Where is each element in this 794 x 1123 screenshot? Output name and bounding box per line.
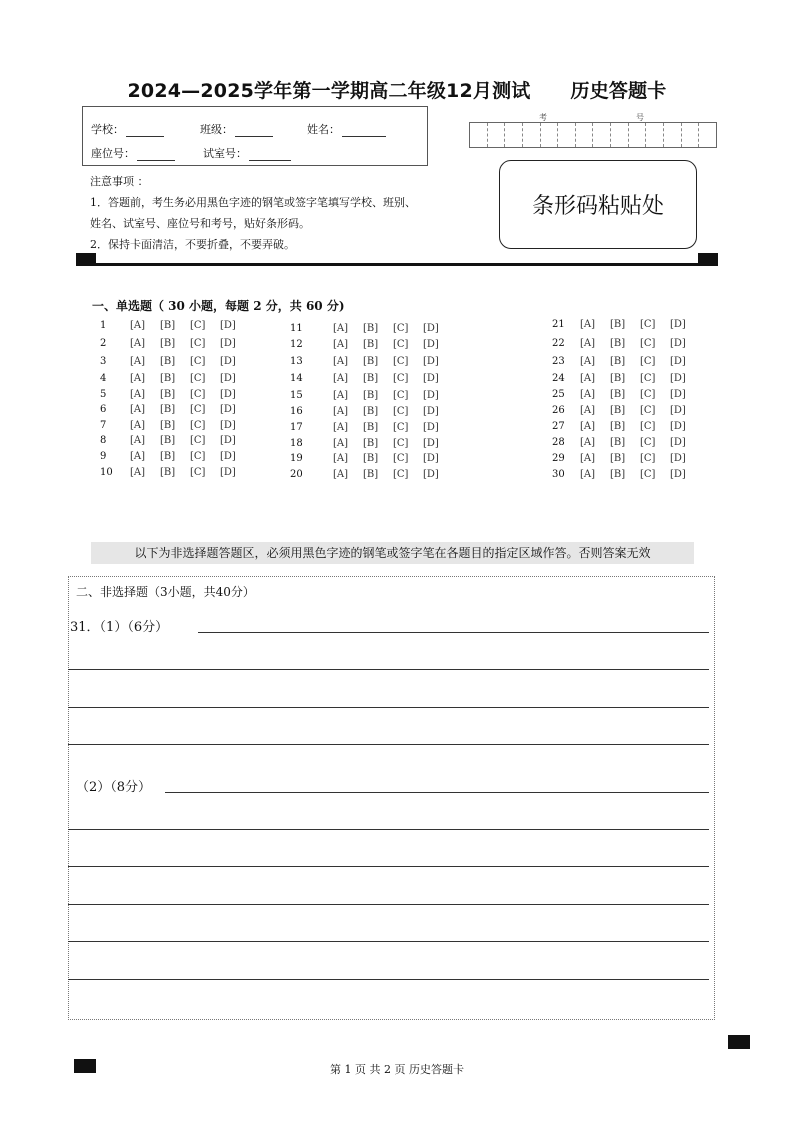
option-bubble[interactable]: [C] [190, 451, 206, 462]
question-number: 26 [552, 405, 565, 416]
question-number: 15 [290, 390, 303, 401]
exam-digit-cell[interactable] [541, 123, 559, 147]
option-bubble[interactable]: [A] [333, 406, 349, 417]
answer-line[interactable] [68, 904, 709, 905]
option-bubble[interactable]: [B] [363, 453, 379, 464]
option-bubble[interactable]: [B] [160, 356, 176, 367]
option-bubble[interactable]: [B] [363, 422, 379, 433]
option-bubble[interactable]: [A] [580, 437, 596, 448]
option-bubble[interactable]: [A] [580, 453, 596, 464]
question-number: 27 [552, 421, 565, 432]
mcq-options-row [580, 405, 700, 416]
option-bubble[interactable]: [A] [580, 338, 596, 349]
option-bubble[interactable]: [B] [363, 323, 379, 334]
question-number: 24 [552, 373, 565, 384]
option-bubble[interactable]: [B] [610, 389, 626, 400]
question-number: 1 [100, 320, 107, 331]
question-number: 5 [100, 389, 107, 400]
option-bubble[interactable]: [C] [640, 356, 656, 367]
question-number: 8 [100, 435, 107, 446]
option-bubble[interactable]: [B] [160, 420, 176, 431]
answer-area[interactable] [68, 576, 715, 1020]
option-bubble[interactable]: [C] [393, 438, 409, 449]
student-info-box [82, 106, 428, 166]
option-bubble[interactable]: [B] [610, 469, 626, 480]
option-bubble[interactable]: [D] [670, 421, 686, 432]
option-bubble[interactable]: [C] [190, 320, 206, 331]
option-bubble[interactable]: [D] [423, 422, 439, 433]
answer-line[interactable] [68, 707, 709, 708]
option-bubble[interactable]: [C] [640, 389, 656, 400]
option-bubble[interactable]: [B] [610, 319, 626, 330]
option-bubble[interactable]: [D] [423, 406, 439, 417]
option-bubble[interactable]: [D] [423, 469, 439, 480]
exam-digit-cell[interactable] [629, 123, 647, 147]
question-number: 14 [290, 373, 303, 384]
answer-line[interactable] [68, 866, 709, 867]
page-title [0, 76, 794, 103]
option-bubble[interactable]: [D] [670, 338, 686, 349]
option-bubble[interactable]: [B] [363, 406, 379, 417]
option-bubble[interactable]: [B] [160, 338, 176, 349]
q31-part1-label: 31．（1）（6分） [70, 620, 169, 635]
option-bubble[interactable]: [C] [640, 437, 656, 448]
option-bubble[interactable]: [D] [220, 435, 236, 446]
option-bubble[interactable]: [C] [640, 453, 656, 464]
exam-digit-cell[interactable] [611, 123, 629, 147]
option-bubble[interactable]: [C] [640, 319, 656, 330]
mcq-options-row [580, 421, 700, 432]
option-bubble[interactable]: [C] [393, 323, 409, 334]
option-bubble[interactable]: [A] [580, 469, 596, 480]
option-bubble[interactable]: [C] [190, 373, 206, 384]
question-number: 29 [552, 453, 565, 464]
option-bubble[interactable]: [C] [190, 435, 206, 446]
option-bubble[interactable]: [D] [220, 389, 236, 400]
exam-digit-cell[interactable] [488, 123, 506, 147]
mcq-options-row [333, 406, 453, 417]
name-field[interactable] [307, 121, 386, 137]
option-bubble[interactable]: [A] [333, 438, 349, 449]
option-bubble[interactable]: [C] [640, 405, 656, 416]
option-bubble[interactable]: [B] [160, 451, 176, 462]
mcq-options-row [333, 339, 453, 350]
option-bubble[interactable]: [D] [670, 453, 686, 464]
option-bubble[interactable]: [A] [333, 469, 349, 480]
option-bubble[interactable]: [C] [640, 421, 656, 432]
mcq-options-row [130, 338, 250, 349]
mcq-options-row [580, 437, 700, 448]
option-bubble[interactable]: [C] [393, 356, 409, 367]
option-bubble[interactable]: [D] [423, 323, 439, 334]
info-row-2 [91, 145, 291, 161]
option-bubble[interactable]: [C] [640, 338, 656, 349]
option-bubble[interactable]: [D] [670, 389, 686, 400]
name-label: 姓名： [307, 123, 340, 136]
question-number: 21 [552, 319, 565, 330]
exam-digit-cell[interactable] [646, 123, 664, 147]
positioning-mark [728, 1035, 750, 1049]
info-row-1 [91, 121, 386, 137]
answer-line[interactable] [68, 669, 709, 670]
option-bubble[interactable]: [C] [393, 390, 409, 401]
school-label: 学校： [91, 123, 124, 136]
question-number: 28 [552, 437, 565, 448]
question-number: 17 [290, 422, 303, 433]
question-number: 11 [290, 323, 303, 334]
header-divider [78, 263, 714, 266]
non-choice-notice: 以下为非选择题答题区，必须用黑色字迹的钢笔或签字笔在各题目的指定区域作答。否则答案无效 [91, 542, 694, 564]
mcq-options-row [130, 404, 250, 415]
option-bubble[interactable]: [B] [610, 437, 626, 448]
exam-digit-cell[interactable] [523, 123, 541, 147]
class-blank[interactable] [235, 124, 273, 137]
question-number: 18 [290, 438, 303, 449]
option-bubble[interactable]: [A] [130, 389, 146, 400]
exam-number-label-1: 考 [539, 113, 547, 122]
question-number: 19 [290, 453, 303, 464]
option-bubble[interactable]: [C] [393, 469, 409, 480]
option-bubble[interactable]: [B] [363, 339, 379, 350]
exam-digit-cell[interactable] [558, 123, 576, 147]
option-bubble[interactable]: [D] [220, 338, 236, 349]
section2-heading: 二、非选择题（3小题，共40分） [76, 585, 255, 599]
option-bubble[interactable]: [B] [160, 373, 176, 384]
question-number: 30 [552, 469, 565, 480]
mcq-options-row [333, 453, 453, 464]
answer-line[interactable] [68, 979, 709, 980]
mcq-options-row [333, 390, 453, 401]
option-bubble[interactable]: [D] [670, 437, 686, 448]
answer-line[interactable] [68, 829, 709, 830]
option-bubble[interactable]: [A] [333, 356, 349, 367]
option-bubble[interactable]: [D] [220, 320, 236, 331]
exam-number-grid[interactable] [469, 122, 717, 148]
option-bubble[interactable]: [D] [220, 420, 236, 431]
exam-digit-cell[interactable] [699, 123, 716, 147]
name-blank[interactable] [342, 124, 386, 137]
option-bubble[interactable]: [A] [580, 421, 596, 432]
mcq-options-row [333, 469, 453, 480]
option-bubble[interactable]: [D] [220, 404, 236, 415]
mcq-options-row [580, 356, 700, 367]
option-bubble[interactable]: [B] [610, 453, 626, 464]
option-bubble[interactable]: [B] [160, 435, 176, 446]
option-bubble[interactable]: [B] [610, 421, 626, 432]
option-bubble[interactable]: [A] [333, 339, 349, 350]
class-label: 班级： [200, 123, 233, 136]
option-bubble[interactable]: [A] [580, 319, 596, 330]
question-number: 12 [290, 339, 303, 350]
option-bubble[interactable]: [A] [130, 356, 146, 367]
option-bubble[interactable]: [A] [130, 373, 146, 384]
notes-heading: 注意事项 ： [90, 175, 149, 188]
option-bubble[interactable]: [B] [160, 320, 176, 331]
question-number: 16 [290, 406, 303, 417]
mcq-options-row [580, 338, 700, 349]
mcq-options-row [580, 469, 700, 480]
option-bubble[interactable]: [C] [393, 422, 409, 433]
question-number: 20 [290, 469, 303, 480]
option-bubble[interactable]: [D] [220, 451, 236, 462]
option-bubble[interactable]: [A] [333, 373, 349, 384]
option-bubble[interactable]: [A] [333, 390, 349, 401]
mcq-options-row [130, 420, 250, 431]
option-bubble[interactable]: [A] [130, 451, 146, 462]
option-bubble[interactable]: [B] [363, 373, 379, 384]
question-number: 23 [552, 356, 565, 367]
option-bubble[interactable]: [C] [190, 467, 206, 478]
question-number: 6 [100, 404, 107, 415]
class-field[interactable] [200, 121, 273, 137]
seat-field[interactable] [91, 145, 175, 161]
mcq-options-row [130, 373, 250, 384]
option-bubble[interactable]: [C] [640, 469, 656, 480]
question-number: 9 [100, 451, 107, 462]
question-number: 25 [552, 389, 565, 400]
exam-digit-cell[interactable] [470, 123, 488, 147]
option-bubble[interactable]: [C] [190, 420, 206, 431]
option-bubble[interactable]: [A] [130, 404, 146, 415]
room-field[interactable] [203, 145, 291, 161]
room-blank[interactable] [249, 148, 291, 161]
option-bubble[interactable]: [A] [130, 320, 146, 331]
exam-digit-cell[interactable] [576, 123, 594, 147]
option-bubble[interactable]: [D] [423, 356, 439, 367]
seat-blank[interactable] [137, 148, 175, 161]
option-bubble[interactable]: [B] [610, 405, 626, 416]
option-bubble[interactable]: [A] [333, 323, 349, 334]
option-bubble[interactable]: [D] [670, 319, 686, 330]
mcq-options-row [333, 422, 453, 433]
exam-digit-cell[interactable] [682, 123, 700, 147]
mcq-options-row [580, 453, 700, 464]
option-bubble[interactable]: [D] [670, 373, 686, 384]
school-blank[interactable] [126, 124, 164, 137]
answer-line[interactable] [68, 744, 709, 745]
option-bubble[interactable]: [C] [190, 356, 206, 367]
exam-number-label-2: 号 [636, 113, 644, 122]
option-bubble[interactable]: [B] [363, 438, 379, 449]
mcq-options-row [333, 323, 453, 334]
question-number: 10 [100, 467, 113, 478]
exam-digit-cell[interactable] [505, 123, 523, 147]
mcq-options-row [130, 435, 250, 446]
notes-item-1a: 1．答题前，考生务必用黑色字迹的钢笔或签字笔填写学校、班别、 [90, 196, 416, 209]
barcode-label: 条形码粘贴处 [531, 194, 664, 219]
option-bubble[interactable]: [B] [363, 356, 379, 367]
option-bubble[interactable]: [C] [393, 453, 409, 464]
option-bubble[interactable]: [D] [423, 373, 439, 384]
exam-digit-cell[interactable] [593, 123, 611, 147]
option-bubble[interactable]: [B] [363, 469, 379, 480]
option-bubble[interactable]: [D] [423, 339, 439, 350]
mcq-options-row [580, 373, 700, 384]
option-bubble[interactable]: [A] [130, 420, 146, 431]
mcq-options-row [333, 356, 453, 367]
q31-part2-label: （2）（8分） [76, 780, 152, 795]
option-bubble[interactable]: [D] [220, 467, 236, 478]
option-bubble[interactable]: [C] [190, 389, 206, 400]
question-number: 22 [552, 338, 565, 349]
option-bubble[interactable]: [D] [423, 438, 439, 449]
option-bubble[interactable]: [D] [670, 356, 686, 367]
mcq-options-row [333, 373, 453, 384]
option-bubble[interactable]: [B] [610, 338, 626, 349]
option-bubble[interactable]: [A] [580, 389, 596, 400]
page-footer: 第 1 页 共 2 页 历史答题卡 [330, 1063, 464, 1076]
mcq-options-row [580, 319, 700, 330]
option-bubble[interactable]: [D] [220, 356, 236, 367]
option-bubble[interactable]: [D] [670, 469, 686, 480]
option-bubble[interactable]: [C] [640, 373, 656, 384]
mcq-options-row [333, 438, 453, 449]
option-bubble[interactable]: [B] [610, 356, 626, 367]
option-bubble[interactable]: [A] [580, 405, 596, 416]
question-number: 13 [290, 356, 303, 367]
option-bubble[interactable]: [A] [130, 467, 146, 478]
question-number: 4 [100, 373, 107, 384]
option-bubble[interactable]: [B] [610, 373, 626, 384]
exam-digit-cell[interactable] [664, 123, 682, 147]
option-bubble[interactable]: [A] [333, 422, 349, 433]
option-bubble[interactable]: [C] [393, 373, 409, 384]
option-bubble[interactable]: [B] [160, 467, 176, 478]
option-bubble[interactable]: [B] [363, 390, 379, 401]
mcq-options-row [130, 467, 250, 478]
school-field[interactable] [91, 121, 164, 137]
mcq-options-row [580, 389, 700, 400]
section1-heading: 一、单选题（ 30 小题，每题 2 分，共 60 分) [92, 299, 345, 313]
answer-line[interactable] [165, 792, 709, 793]
option-bubble[interactable]: [D] [220, 373, 236, 384]
title-sub: 历史答题卡 [570, 80, 667, 102]
option-bubble[interactable]: [A] [580, 356, 596, 367]
question-number: 2 [100, 338, 107, 349]
option-bubble[interactable]: [A] [333, 453, 349, 464]
barcode-area [499, 160, 697, 249]
answer-line[interactable] [198, 632, 709, 633]
option-bubble[interactable]: [A] [130, 435, 146, 446]
option-bubble[interactable]: [D] [423, 390, 439, 401]
option-bubble[interactable]: [B] [160, 389, 176, 400]
mcq-options-row [130, 320, 250, 331]
mcq-options-row [130, 356, 250, 367]
question-number: 7 [100, 420, 107, 431]
option-bubble[interactable]: [A] [580, 373, 596, 384]
room-label: 试室号： [203, 147, 247, 160]
option-bubble[interactable]: [D] [423, 453, 439, 464]
question-number: 3 [100, 356, 107, 367]
mcq-options-row [130, 451, 250, 462]
option-bubble[interactable]: [B] [160, 404, 176, 415]
answer-line[interactable] [68, 941, 709, 942]
notes-item-2: 2．保持卡面清洁，不要折叠，不要弄破。 [90, 238, 295, 251]
option-bubble[interactable]: [C] [393, 406, 409, 417]
option-bubble[interactable]: [C] [190, 404, 206, 415]
notes-block [90, 171, 470, 255]
seat-label: 座位号： [91, 147, 135, 160]
mcq-options-row [130, 389, 250, 400]
option-bubble[interactable]: [A] [130, 338, 146, 349]
option-bubble[interactable]: [C] [190, 338, 206, 349]
option-bubble[interactable]: [C] [393, 339, 409, 350]
notes-item-1b: 姓名、试室号、座位号和考号，贴好条形码。 [90, 217, 310, 230]
title-main: 2024—2025学年第一学期高二年级12月测试 [127, 80, 531, 102]
option-bubble[interactable]: [D] [670, 405, 686, 416]
